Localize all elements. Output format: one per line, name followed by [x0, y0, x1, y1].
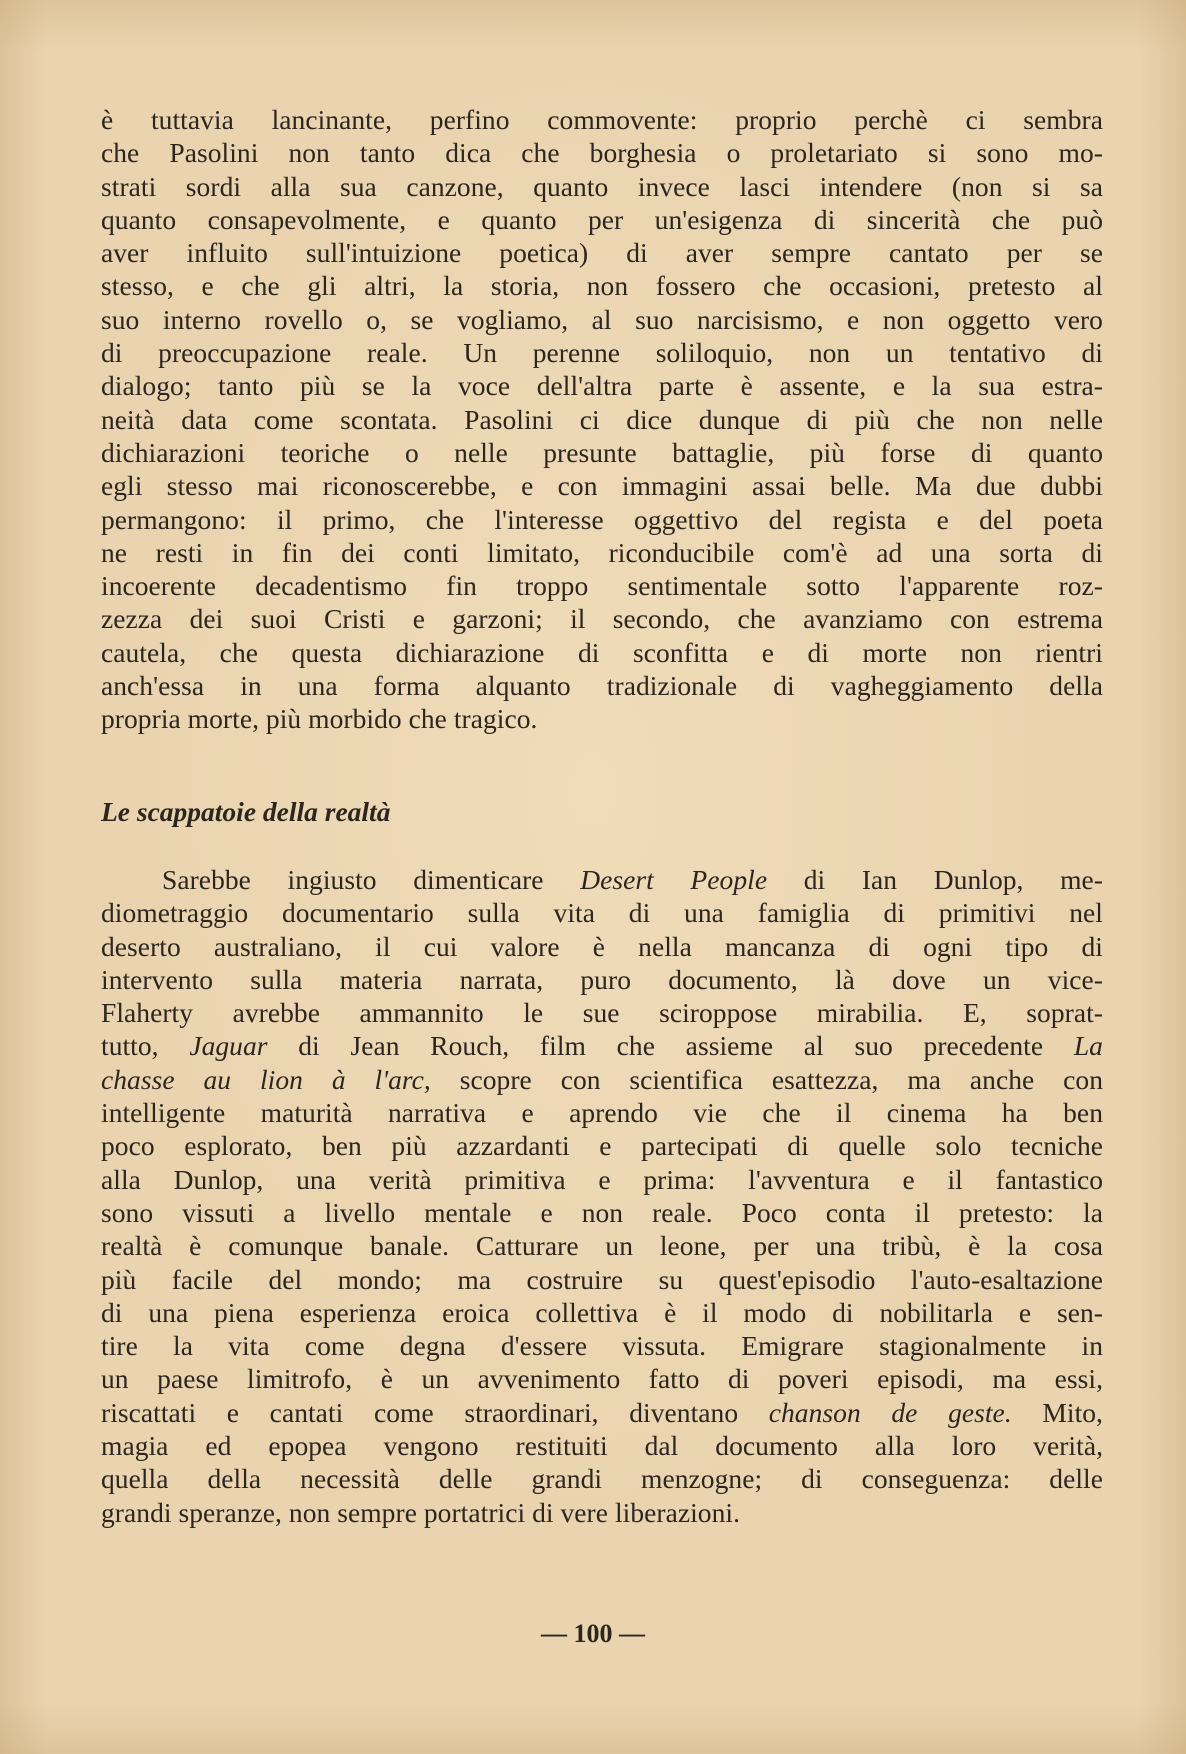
- section-heading: Le scappatoie della realtà: [101, 796, 391, 827]
- text-line: cautela, che questa dichiarazione di sconfitta e di morte non rientri: [101, 636, 1103, 668]
- text-line: deserto australiano, il cui valore è nella mancanza di ogni tipo di: [101, 930, 1103, 962]
- text-run: di Jean Rouch, film che assieme al suo precedente: [267, 1030, 1074, 1062]
- text-line: neità data come scontata. Pasolini ci dice dunque di più che non nelle: [101, 403, 1103, 435]
- text-line: aver influito sull'intuizione poetica) di aver sempre cantato per se: [101, 237, 1103, 269]
- paragraph-second: [101, 863, 1103, 1529]
- text-run: di Ian Dunlop, me-: [767, 864, 1103, 895]
- text-line: intelligente maturità narrativa e aprendo vie che il cinema ha ben: [101, 1097, 1103, 1129]
- body-paragraph: [101, 103, 1103, 736]
- film-title: Desert People: [580, 864, 768, 895]
- text-line: dialogo; tanto più se la voce dell'altra parte è assente, e la sua estra-: [101, 370, 1103, 402]
- text-line: strati sordi alla sua canzone, quanto invece lasci intendere (non si sa: [101, 170, 1103, 202]
- text-line: dichiarazioni teoriche o nelle presunte battaglie, più forse di quanto: [101, 436, 1103, 468]
- text-line: tire la vita come degna d'essere vissuta. Emigrare stagionalmente in: [101, 1330, 1103, 1362]
- text-line: Flaherty avrebbe ammannito le sue sciroppose mirabilia. E, soprat-: [101, 997, 1103, 1029]
- text-line: di una piena esperienza eroica collettiva è il modo di nobilitarla e sen-: [101, 1296, 1103, 1328]
- text-run: Mito,: [1011, 1396, 1103, 1428]
- text-line: è tuttavia lancinante, perfino commovente: proprio perchè ci sembra: [101, 104, 1103, 135]
- text-line: anch'essa in una forma alquanto tradizionale di vagheggiamento della: [101, 670, 1103, 702]
- text-line: che Pasolini non tanto dica che borghesia o proletariato si sono mo-: [101, 137, 1103, 169]
- text-line: di preoccupazione reale. Un perenne soliloquio, non un tentativo di: [101, 337, 1103, 369]
- page-number: — 100 —: [541, 1619, 645, 1648]
- text-run: scopre con scientifica esattezza, ma anche con: [430, 1063, 1103, 1095]
- body-paragraph: [101, 863, 1103, 1529]
- text-line: quanto consapevolmente, e quanto per un'esigenza di sincerità che può: [101, 203, 1103, 235]
- text-run: tutto,: [101, 1030, 190, 1062]
- text-line: realtà è comunque banale. Catturare un leone, per una tribù, è la cosa: [101, 1230, 1103, 1262]
- text-line: magia ed epopea vengono restituiti dal documento alla loro verità,: [101, 1430, 1103, 1462]
- text-line: un paese limitrofo, è un avvenimento fatto di poveri episodi, ma essi,: [101, 1363, 1103, 1395]
- text-line: grandi speranze, non sempre portatrici di vere liberazioni.: [101, 1496, 741, 1528]
- text-line: poco esplorato, ben più azzardanti e partecipati di quelle solo tecniche: [101, 1130, 1103, 1162]
- italic-phrase: chanson de geste.: [768, 1396, 1012, 1428]
- text-line: permangono: il primo, che l'interesse oggettivo del regista e del poeta: [101, 503, 1103, 535]
- text-line: più facile del mondo; ma costruire su quest'episodio l'auto-esaltazione: [101, 1263, 1103, 1295]
- text-line: incoerente decadentismo fin troppo sentimentale sotto l'apparente roz-: [101, 570, 1103, 602]
- text-line: ne resti in fin dei conti limitato, riconducibile com'è ad una sorta di: [101, 536, 1103, 568]
- text-line: [101, 1063, 1103, 1096]
- film-title: La: [1073, 1030, 1103, 1062]
- text-line: [101, 1396, 1103, 1429]
- text-line: propria morte, più morbido che tragico.: [101, 703, 538, 735]
- text-line: stesso, e che gli altri, la storia, non fossero che occasioni, pretesto al: [101, 270, 1103, 302]
- film-title: chasse au lion à l'arc,: [101, 1063, 431, 1095]
- text-line: egli stesso mai riconoscerebbe, e con immagini assai belle. Ma due dubbi: [101, 470, 1103, 502]
- text-line: [101, 863, 1103, 896]
- film-title: Jaguar: [189, 1030, 268, 1062]
- text-line: [101, 1029, 1103, 1062]
- text-run: riscattati e cantati come straordinari, diventano: [101, 1396, 769, 1428]
- paragraph-continued: [101, 103, 1103, 736]
- text-line: diometraggio documentario sulla vita di una famiglia di primitivi nel: [101, 897, 1103, 929]
- text-run: Sarebbe ingiusto dimenticare: [162, 864, 581, 895]
- text-line: sono vissuti a livello mentale e non reale. Poco conta il pretesto: la: [101, 1196, 1103, 1228]
- text-line: suo interno rovello o, se vogliamo, al suo narcisismo, e non oggetto vero: [101, 303, 1103, 335]
- text-line: quella della necessità delle grandi menzogne; di conseguenza: delle: [101, 1463, 1103, 1495]
- text-line: alla Dunlop, una verità primitiva e prima: l'avventura e il fantastico: [101, 1163, 1103, 1195]
- text-line: zezza dei suoi Cristi e garzoni; il secondo, che avanziamo con estrema: [101, 603, 1103, 635]
- text-line: intervento sulla materia narrata, puro documento, là dove un vice-: [101, 963, 1103, 995]
